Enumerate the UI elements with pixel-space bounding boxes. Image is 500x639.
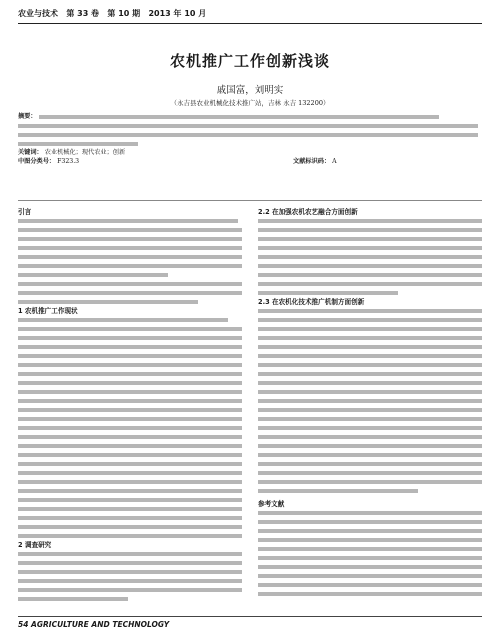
illegible-text: [18, 327, 242, 331]
illegible-reference: [258, 592, 482, 596]
illegible-text: [258, 399, 482, 403]
illegible-text: [258, 372, 482, 376]
paper-affiliation: （永吉县农业机械化技术推广站，吉林 永吉 132200）: [170, 99, 330, 107]
illegible-text: [18, 381, 242, 385]
paper-authors: 戚国富，刘明实: [216, 85, 284, 96]
illegible-text: [258, 444, 482, 448]
illegible-text: [258, 228, 482, 232]
journal-issue: 第 10 期: [107, 9, 141, 18]
heading-intro: 引言: [18, 208, 32, 216]
illegible-text: [258, 282, 482, 286]
illegible-text: [18, 507, 242, 511]
illegible-text: [258, 273, 482, 277]
illegible-text: [18, 480, 242, 484]
right-column: [258, 208, 482, 599]
abstract-line: [18, 139, 482, 148]
illegible-text: [258, 381, 482, 385]
illegible-text: [18, 498, 242, 502]
illegible-text: [18, 534, 242, 538]
illegible-text: [18, 237, 242, 241]
journal-date: 2013 年 10 月: [148, 9, 207, 18]
doc-code-value: A: [332, 158, 337, 165]
illegible-text: [18, 435, 242, 439]
running-header: [18, 8, 482, 22]
illegible-text: [258, 246, 482, 250]
illegible-text: [18, 255, 242, 259]
illegible-text: [18, 318, 228, 322]
illegible-text: [18, 273, 168, 277]
heading-s2-2: 2.2 在加强农机农艺融合方面创新: [258, 208, 358, 216]
illegible-text: [258, 291, 398, 295]
illegible-text: [258, 345, 482, 349]
illegible-text: [18, 489, 242, 493]
illegible-text: [258, 426, 482, 430]
illegible-text: [18, 300, 198, 304]
illegible-text: [18, 133, 478, 137]
illegible-text: [18, 291, 242, 295]
illegible-text: [18, 124, 478, 128]
illegible-text: [258, 237, 482, 241]
illegible-text: [18, 570, 242, 574]
illegible-text: [258, 453, 482, 457]
illegible-text: [258, 390, 482, 394]
illegible-text: [258, 327, 482, 331]
illegible-text: [18, 363, 242, 367]
illegible-reference: [258, 565, 482, 569]
illegible-text: [258, 219, 482, 223]
doc-code-label: 文献标识码：: [293, 158, 331, 165]
paper-title: 农机推广工作创新浅谈: [169, 52, 330, 70]
illegible-text: [258, 264, 482, 268]
heading-s2-3: 2.3 在农机化技术推广机制方面创新: [258, 298, 365, 306]
illegible-text: [258, 408, 482, 412]
illegible-text: [258, 336, 482, 340]
illegible-text: [18, 552, 242, 556]
illegible-text: [258, 417, 482, 421]
illegible-reference: [258, 574, 482, 578]
illegible-text: [18, 597, 128, 601]
illegible-reference: [258, 520, 482, 524]
illegible-text: [258, 318, 482, 322]
illegible-text: [18, 345, 242, 349]
journal-volume: 第 33 卷: [66, 9, 100, 18]
illegible-reference: [258, 529, 482, 533]
illegible-text: [18, 219, 238, 223]
illegible-text: [18, 399, 242, 403]
illegible-text: [18, 444, 242, 448]
illegible-reference: [258, 538, 482, 542]
illegible-text: [18, 471, 242, 475]
illegible-text: [18, 354, 242, 358]
illegible-text: [18, 390, 242, 394]
illegible-reference: [258, 511, 482, 515]
left-column: [18, 208, 242, 604]
illegible-reference: [258, 556, 482, 560]
clc-label: 中图分类号：: [18, 158, 56, 165]
illegible-text: [18, 525, 242, 529]
section-divider: [18, 200, 482, 201]
illegible-text: [39, 115, 439, 119]
illegible-text: [18, 588, 242, 592]
illegible-text: [18, 417, 242, 421]
illegible-text: [18, 561, 242, 565]
illegible-text: [258, 480, 482, 484]
keywords-line: [18, 148, 482, 157]
references-heading: 参考文献: [258, 500, 285, 508]
abstract-line: [18, 121, 482, 130]
illegible-text: [18, 228, 242, 232]
abstract-label: 摘要：: [18, 113, 37, 120]
illegible-text: [18, 462, 242, 466]
illegible-reference: [258, 547, 482, 551]
keywords-label: 关键词：: [18, 149, 43, 156]
footer-rule: [18, 616, 482, 617]
illegible-reference: [258, 583, 482, 587]
illegible-text: [258, 462, 482, 466]
classification-line: [18, 157, 482, 166]
abstract-line: [18, 112, 482, 121]
illegible-text: [258, 471, 482, 475]
illegible-text: [258, 363, 482, 367]
heading-s2: 2 调查研究: [18, 541, 52, 549]
keywords-value: 农业机械化；现代农业；创新: [44, 149, 126, 156]
header-rule: [18, 23, 482, 24]
illegible-text: [258, 255, 482, 259]
illegible-text: [18, 282, 242, 286]
running-footer: 54 AGRICULTURE AND TECHNOLOGY: [18, 620, 170, 629]
illegible-text: [18, 426, 242, 430]
illegible-text: [18, 264, 242, 268]
illegible-text: [258, 309, 482, 313]
illegible-text: [18, 408, 242, 412]
illegible-text: [18, 246, 242, 250]
illegible-text: [18, 372, 242, 376]
illegible-text: [258, 489, 418, 493]
illegible-text: [258, 354, 482, 358]
illegible-text: [18, 142, 138, 146]
illegible-text: [18, 516, 242, 520]
illegible-text: [18, 579, 242, 583]
illegible-text: [258, 435, 482, 439]
abstract-line: [18, 130, 482, 139]
illegible-text: [18, 453, 242, 457]
illegible-text: [18, 336, 242, 340]
clc-value: F323.3: [57, 158, 80, 165]
journal-name: 农业与技术: [18, 9, 58, 18]
heading-s1: 1 农机推广工作现状: [18, 307, 78, 315]
abstract-block: [18, 112, 482, 194]
